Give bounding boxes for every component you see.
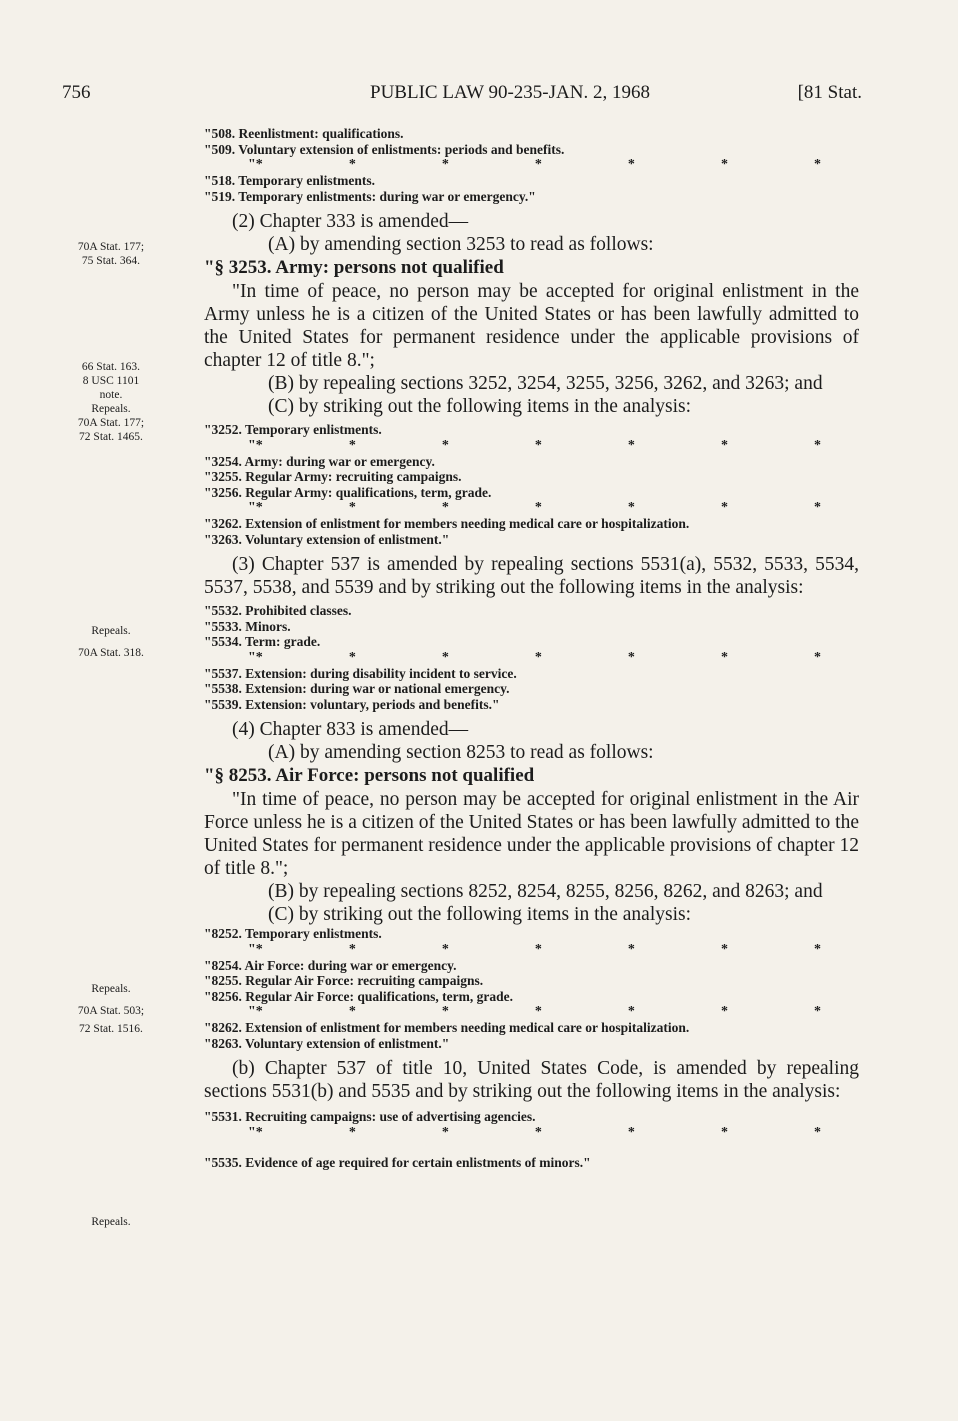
paragraph-4-intro: (4) Chapter 833 is amended— bbox=[232, 719, 469, 740]
statute-reference: [81 Stat. bbox=[797, 82, 862, 103]
analysis-item: "5538. Extension: during war or national emergency. bbox=[204, 681, 510, 696]
omission-stars: "* * * * * * * bbox=[248, 437, 821, 453]
margin-note-5 bbox=[56, 1215, 166, 1229]
analysis-item: "8252. Temporary enlistments. bbox=[204, 926, 382, 941]
analysis-items-block-5 bbox=[204, 1109, 859, 1170]
section-8253-heading: "§ 8253. Air Force: persons not qualified bbox=[204, 765, 535, 786]
margin-note-line: note. bbox=[99, 389, 123, 401]
margin-note-line: 72 Stat. 1516. bbox=[79, 1023, 143, 1035]
omission-stars: "* * * * * * * bbox=[248, 1124, 821, 1140]
analysis-item: "3262. Extension of enlistment for members needing medical care or hospitalization. bbox=[204, 516, 690, 531]
page-header bbox=[62, 82, 862, 112]
analysis-item: "5539. Extension: voluntary, periods and benefits." bbox=[204, 696, 500, 712]
margin-note-line: 70A Stat. 503; bbox=[77, 1005, 145, 1017]
page-number: 756 bbox=[62, 82, 91, 103]
margin-note-line: 75 Stat. 364. bbox=[81, 255, 141, 267]
margin-note-4 bbox=[56, 980, 166, 1038]
analysis-item: "5531. Recruiting campaigns: use of advertising agencies. bbox=[204, 1109, 536, 1124]
omission-stars: "* * * * * * * bbox=[248, 500, 821, 515]
analysis-item: "509. Voluntary extension of enlistments: periods and benefits. bbox=[204, 141, 565, 157]
analysis-item: "8256. Regular Air Force: qualifications, term, grade. bbox=[204, 988, 513, 1004]
running-title: PUBLIC LAW 90-235-JAN. 2, 1968 bbox=[370, 82, 650, 103]
margin-note-1 bbox=[56, 240, 166, 268]
margin-note-line: 66 Stat. 163. bbox=[81, 361, 141, 373]
margin-note-3 bbox=[56, 620, 166, 664]
section-3253-text: "In time of peace, no person may be accepted for original enlistment in the Army unless he is a citizen of the United States or has been lawfully admitted to the United States for permanent residence under the applicable provisions of chapter 12 of title 8."; bbox=[204, 281, 859, 371]
paragraph-2-c: (C) by striking out the following items in the analysis: bbox=[268, 396, 692, 417]
analysis-item: "5534. Term: grade. bbox=[204, 634, 321, 649]
omission-stars: "* * * * * * * bbox=[248, 941, 821, 957]
analysis-item: "8254. Air Force: during war or emergency. bbox=[204, 957, 457, 973]
paragraph-4-c: (C) by striking out the following items in the analysis: bbox=[268, 904, 692, 925]
paragraph-2-b: (B) by repealing sections 3252, 3254, 3255, 3256, 3262, and 3263; and bbox=[268, 373, 823, 394]
paragraph-2-a: (A) by amending section 3253 to read as follows: bbox=[268, 234, 654, 255]
omission-stars: "* * * * * * * bbox=[248, 1004, 821, 1019]
margin-note-line: Repeals. bbox=[91, 1216, 131, 1228]
margin-note-line: Repeals. bbox=[91, 403, 131, 415]
margin-note-line: 70A Stat. 177; bbox=[77, 417, 145, 429]
analysis-item: "5533. Minors. bbox=[204, 618, 291, 634]
paragraph-2-intro: (2) Chapter 333 is amended— bbox=[232, 211, 469, 232]
analysis-item: "8262. Extension of enlistment for members needing medical care or hospitalization. bbox=[204, 1020, 690, 1035]
analysis-items-block-2 bbox=[204, 422, 859, 547]
analysis-items-block-4 bbox=[204, 926, 859, 1051]
analysis-item: "5532. Prohibited classes. bbox=[204, 603, 352, 618]
analysis-item: "519. Temporary enlistments: during war or emergency." bbox=[204, 188, 536, 204]
omission-stars: "* * * * * * * bbox=[248, 649, 821, 665]
analysis-item: "518. Temporary enlistments. bbox=[204, 173, 375, 188]
analysis-item: "5535. Evidence of age required for certain enlistments of minors." bbox=[204, 1154, 591, 1170]
analysis-item: "3263. Voluntary extension of enlistment." bbox=[204, 531, 450, 547]
analysis-items-block-3 bbox=[204, 603, 859, 712]
analysis-item: "508. Reenlistment: qualifications. bbox=[204, 126, 404, 141]
margin-note-line: 72 Stat. 1465. bbox=[79, 431, 143, 443]
section-3253-heading: "§ 3253. Army: persons not qualified bbox=[204, 257, 504, 278]
analysis-item: "3256. Regular Army: qualifications, term, grade. bbox=[204, 484, 492, 500]
analysis-item: "3252. Temporary enlistments. bbox=[204, 422, 382, 437]
margin-note-line: 8 USC 1101 bbox=[82, 375, 140, 387]
omission-stars: "* * * * * * * bbox=[248, 157, 821, 172]
paragraph-4-b: (B) by repealing sections 8252, 8254, 8255, 8256, 8262, and 8263; and bbox=[268, 881, 823, 902]
paragraph-4-a: (A) by amending section 8253 to read as follows: bbox=[268, 742, 654, 763]
margin-note-line: Repeals. bbox=[91, 625, 131, 637]
margin-note-line: Repeals. bbox=[91, 983, 131, 995]
analysis-item: "3254. Army: during war or emergency. bbox=[204, 453, 435, 469]
analysis-items-block-1 bbox=[204, 126, 859, 204]
document-body bbox=[204, 126, 859, 1170]
analysis-item: "5537. Extension: during disability incident to service. bbox=[204, 665, 517, 681]
analysis-item: "8255. Regular Air Force: recruiting campaigns. bbox=[204, 973, 484, 988]
analysis-item: "8263. Voluntary extension of enlistment." bbox=[204, 1035, 450, 1051]
margin-note-2 bbox=[56, 360, 166, 444]
section-8253-text: "In time of peace, no person may be accepted for original enlistment in the Air Force unless he is a citizen of the United States or has been lawfully admitted to the United States for permanent residence under the applicable provisions of chapter 12 of title 8."; bbox=[204, 789, 859, 879]
analysis-item: "3255. Regular Army: recruiting campaigns. bbox=[204, 469, 462, 484]
paragraph-b: (b) Chapter 537 of title 10, United States Code, is amended by repealing sections 5531(b) and 5535 and by striking out the following items in the analysis: bbox=[204, 1058, 859, 1102]
paragraph-3: (3) Chapter 537 is amended by repealing sections 5531(a), 5532, 5533, 5534, 5537, 5538, and 5539 and by striking out the following items in the analysis: bbox=[204, 554, 859, 598]
margin-note-line: 70A Stat. 177; bbox=[77, 241, 145, 253]
margin-note-line: 70A Stat. 318. bbox=[78, 647, 144, 659]
